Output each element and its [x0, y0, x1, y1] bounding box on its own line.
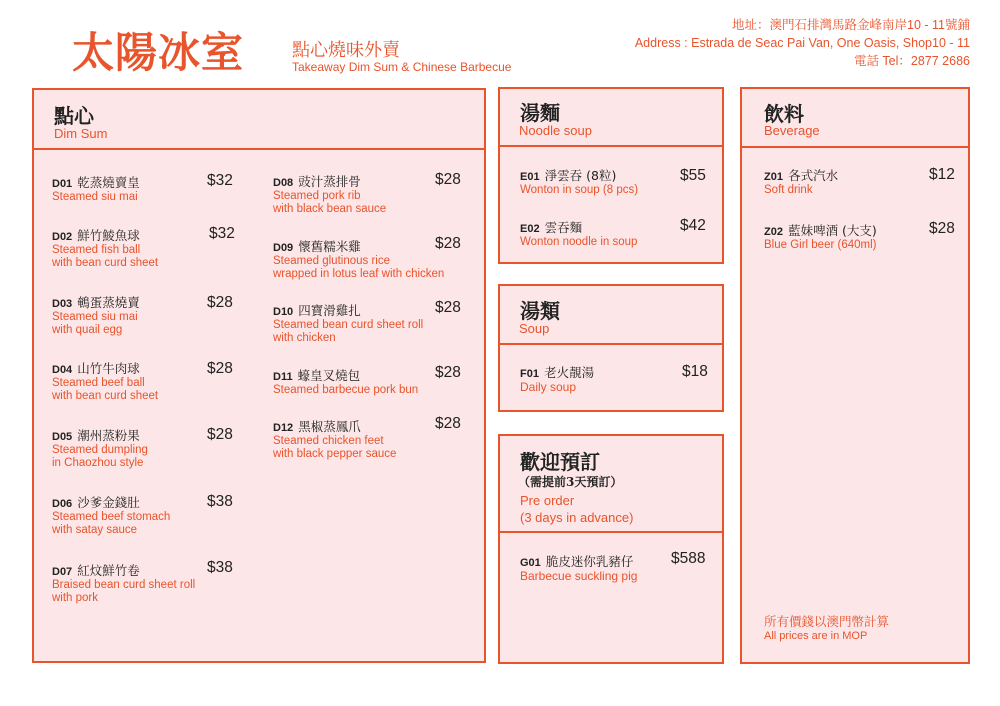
menu-item-z02 — [764, 220, 877, 252]
item-name: 豉汁蒸排骨 — [298, 174, 361, 189]
dimsum-header — [34, 90, 484, 150]
item-desc: Daily soup — [520, 380, 577, 394]
item-desc: with satay sauce — [52, 524, 138, 536]
item-price: $28 — [207, 426, 233, 443]
dimsum-panel — [32, 88, 486, 663]
item-code: F01 — [520, 368, 539, 380]
menu-item-e02 — [520, 217, 637, 249]
item-name: 鵪蛋蒸燒賣 — [77, 295, 140, 310]
item-code: Z02 — [764, 226, 783, 238]
item-code: E02 — [520, 223, 540, 235]
menu-item-d12 — [273, 416, 396, 461]
item-price: $18 — [682, 363, 708, 380]
item-code: E01 — [520, 171, 540, 183]
item-desc: Steamed siu mai — [52, 311, 138, 323]
menu-item-d11 — [273, 365, 418, 397]
item-name: 雲吞麵 — [544, 220, 583, 235]
item-code: G01 — [520, 557, 541, 569]
item-price: $28 — [435, 415, 461, 432]
item-desc: Barbecue suckling pig — [520, 569, 638, 583]
item-price: $28 — [207, 360, 233, 377]
item-desc: Steamed pork rib — [273, 190, 361, 202]
item-name: 潮州蒸粉果 — [77, 428, 140, 443]
item-name: 蠔皇叉燒包 — [297, 368, 361, 383]
item-code: D09 — [273, 242, 294, 254]
item-price: $42 — [680, 217, 706, 234]
item-desc: Wonton in soup (8 pcs) — [520, 184, 639, 196]
menu-item-d06 — [52, 492, 170, 537]
noodle-title-en: Noodle soup — [519, 123, 592, 138]
subtitle-english: Takeaway Dim Sum & Chinese Barbecue — [292, 60, 512, 74]
preorder-header — [500, 436, 722, 533]
item-desc: Braised bean curd sheet roll — [52, 579, 196, 591]
item-desc: Steamed chicken feet — [273, 435, 384, 447]
item-price: $32 — [207, 172, 233, 189]
item-name: 四寶滑雞扎 — [298, 303, 361, 318]
menu-item-d02 — [52, 225, 158, 270]
soup-header — [500, 286, 722, 345]
contact-block — [635, 16, 970, 70]
dimsum-title-en: Dim Sum — [54, 126, 108, 141]
item-desc: Steamed bean curd sheet roll — [273, 319, 424, 331]
preorder-title-en: Pre order — [520, 493, 575, 508]
soup-title-en: Soup — [519, 321, 550, 336]
noodle-title-cn: 湯麵 — [520, 101, 560, 125]
item-name: 鮮竹鯪魚球 — [77, 228, 140, 243]
menu-item-e01 — [520, 165, 638, 197]
item-price: $55 — [680, 167, 706, 184]
item-desc: with black pepper sauce — [273, 448, 397, 460]
menu-item-d05 — [52, 425, 148, 470]
item-name: 脆皮迷你乳豬仔 — [545, 554, 634, 569]
item-desc: Steamed siu mai — [52, 191, 138, 203]
item-code: D05 — [52, 431, 73, 443]
item-name: 老火靚湯 — [544, 365, 595, 380]
item-desc: Steamed fish ball — [52, 244, 141, 256]
item-price: $12 — [929, 166, 955, 183]
menu-item-f01 — [520, 362, 594, 394]
item-code: D02 — [52, 231, 73, 243]
menu-item-d07 — [52, 560, 195, 605]
item-price: $38 — [207, 559, 233, 576]
item-desc: Steamed beef stomach — [52, 511, 171, 523]
phone: 電話 Tel：2877 2686 — [853, 54, 970, 68]
item-name: 山竹牛肉球 — [77, 361, 140, 376]
soup-title-cn: 湯類 — [520, 299, 560, 323]
item-name: 紅炆鮮竹卷 — [77, 563, 140, 578]
currency-note-cn: 所有價錢以澳門幣計算 — [764, 614, 890, 629]
item-desc: in Chaozhou style — [52, 457, 144, 469]
item-name: 黑椒蒸鳳爪 — [298, 419, 361, 434]
item-name: 懷舊糯米雞 — [298, 239, 361, 254]
item-name: 淨雲吞 (8粒) — [544, 168, 617, 183]
item-desc: with chicken — [273, 332, 336, 344]
item-price: $28 — [435, 299, 461, 316]
item-desc: Blue Girl beer (640ml) — [764, 239, 877, 251]
item-desc: with bean curd sheet — [52, 257, 159, 269]
item-desc: with bean curd sheet — [52, 390, 159, 402]
soup-panel — [498, 284, 724, 412]
item-code: D03 — [52, 298, 73, 310]
item-price: $32 — [209, 225, 235, 242]
item-code: D07 — [52, 566, 73, 578]
item-desc: Steamed barbecue pork bun — [273, 384, 419, 396]
noodle-panel — [498, 87, 724, 264]
menu-item-g01 — [520, 551, 637, 583]
logo: 太陽冰室 — [72, 28, 245, 77]
item-price: $28 — [207, 294, 233, 311]
menu-item-d04 — [52, 358, 158, 403]
item-name: 沙爹金錢肚 — [77, 495, 140, 510]
item-price: $28 — [435, 171, 461, 188]
preorder-note-en: (3 days in advance) — [520, 510, 634, 525]
menu-item-z01 — [764, 165, 838, 197]
item-code: D12 — [273, 422, 294, 434]
address-english: Address : Estrada de Seac Pai Van, One Oasis, Shop10 - 11 — [634, 36, 970, 50]
item-code: Z01 — [764, 171, 783, 183]
beverage-panel — [740, 87, 970, 664]
subtitle-chinese: 點心燒味外賣 — [292, 40, 400, 61]
item-name: 乾蒸燒賣皇 — [77, 175, 140, 190]
currency-note-en: All prices are in MOP — [764, 630, 868, 642]
menu-item-d09 — [273, 236, 444, 281]
item-price: $588 — [671, 550, 706, 567]
item-price: $28 — [929, 220, 955, 237]
item-desc: Steamed beef ball — [52, 377, 145, 389]
item-code: D10 — [273, 306, 294, 318]
item-code: D06 — [52, 498, 73, 510]
item-code: D08 — [273, 177, 294, 189]
item-code: D11 — [273, 371, 293, 383]
item-desc: Soft drink — [764, 184, 813, 196]
item-price: $28 — [435, 364, 461, 381]
menu-item-d03 — [52, 292, 140, 337]
item-desc: with pork — [52, 592, 99, 604]
beverage-header — [742, 89, 968, 148]
item-name: 各式汽水 — [788, 168, 839, 183]
address-chinese: 地址：澳門石排灣馬路金峰南岸10 - 11號鋪 — [732, 18, 970, 32]
beverage-title-cn: 飲料 — [764, 102, 804, 126]
item-price: $38 — [207, 493, 233, 510]
item-desc: Steamed glutinous rice — [273, 255, 390, 267]
menu-item-d01 — [52, 172, 140, 204]
menu-item-d08 — [273, 171, 386, 216]
item-desc: wrapped in lotus leaf with chicken — [273, 268, 445, 280]
item-desc: Steamed dumpling — [52, 444, 148, 456]
beverage-title-en: Beverage — [764, 123, 820, 138]
preorder-title-cn: 歡迎預訂 — [520, 450, 600, 474]
preorder-note-cn: （需提前3天預訂） — [518, 475, 623, 489]
item-code: D04 — [52, 364, 73, 376]
item-price: $28 — [435, 235, 461, 252]
menu-item-d10 — [273, 300, 423, 345]
item-desc: with black bean sauce — [273, 203, 387, 215]
item-name: 藍妹啤酒 (大支) — [788, 223, 877, 238]
noodle-header — [500, 89, 722, 147]
item-code: D01 — [52, 178, 73, 190]
item-desc: with quail egg — [52, 324, 123, 336]
dimsum-title-cn: 點心 — [54, 104, 94, 128]
preorder-panel — [498, 434, 724, 664]
item-desc: Wonton noodle in soup — [520, 236, 638, 248]
